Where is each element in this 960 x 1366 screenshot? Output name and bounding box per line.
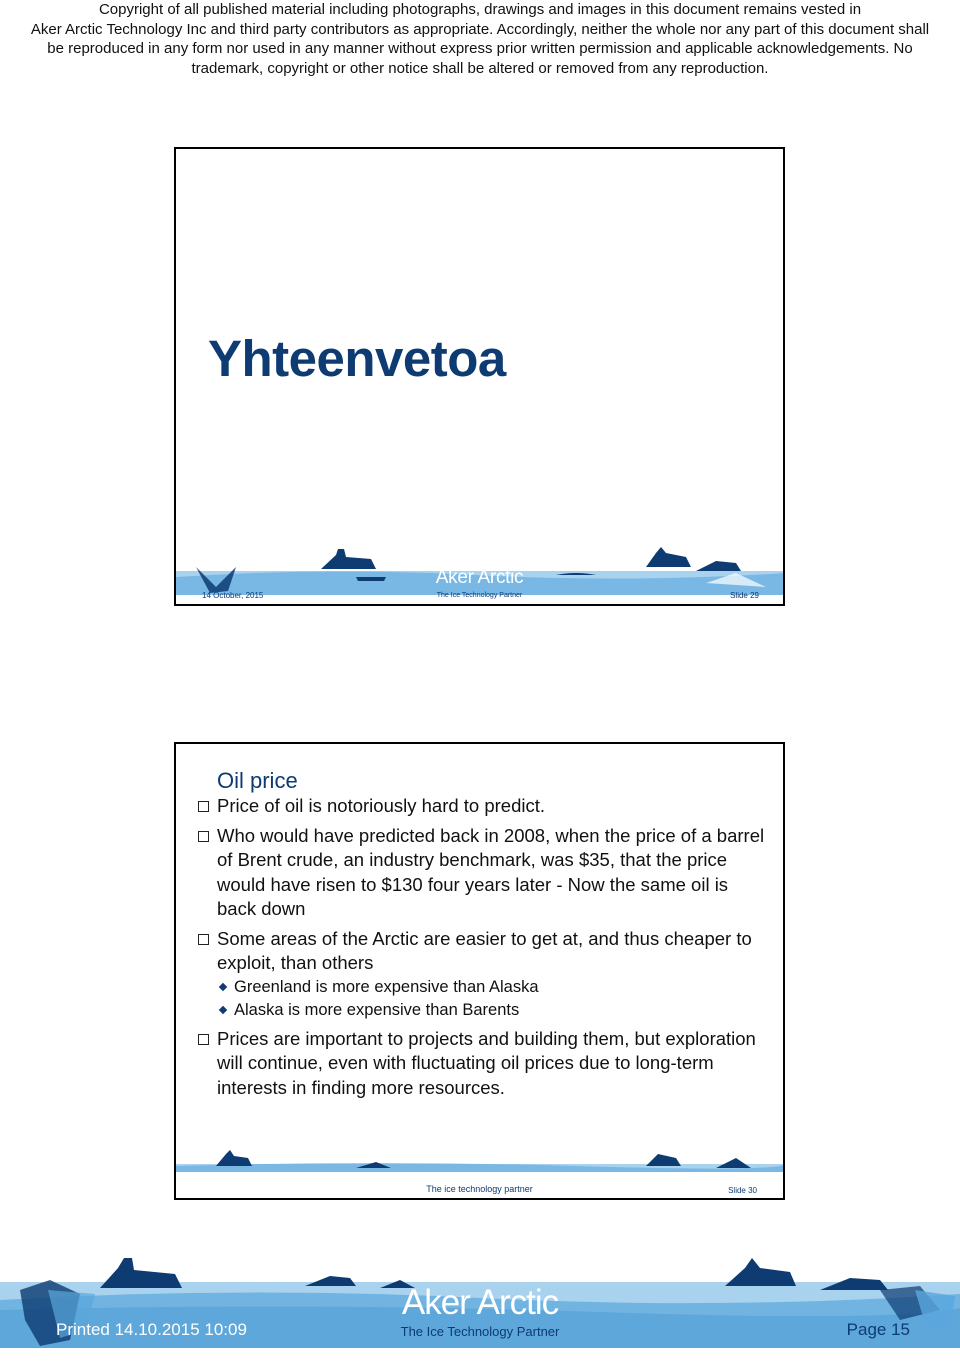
slide-number: Slide 30: [728, 1186, 757, 1195]
page-footer: [0, 1250, 960, 1361]
bullet-item: Prices are important to projects and building them, but exploration will continue, even with fluctuating oil prices due to long-term interests in finding more resources.: [198, 1027, 768, 1101]
slide-30: [174, 742, 785, 1200]
brand-logo-text: Aker Arctic: [435, 567, 524, 588]
bullet-list: [198, 794, 768, 1105]
printed-timestamp: Printed 14.10.2015 10:09: [56, 1320, 247, 1339]
square-bullet-icon: [198, 934, 209, 945]
bullet-item: Some areas of the Arctic are easier to get at, and thus cheaper to exploit, than others Greenland is more expensive than Alaska Alaska is more expensive than Barents: [198, 927, 768, 1022]
slide-footer-band: [176, 1150, 783, 1200]
slide-date: 14 October, 2015: [202, 591, 264, 600]
square-bullet-icon: [198, 831, 209, 842]
copyright-notice: [0, 0, 960, 78]
copyright-line: Copyright of all published material including photographs, drawings and images in this document remains vested in: [98, 1, 862, 18]
slide-heading: Oil price: [217, 768, 298, 793]
brand-logo-text: Aker Arctic: [401, 1283, 559, 1322]
slide-title: Yhteenvetoa: [208, 330, 506, 387]
copyright-line: Aker Arctic Technology Inc and third party contributors as appropriate. Accordingly, neither the whole nor any part of this document shall: [30, 20, 930, 38]
slide-tagline: The Ice Technology Partner: [436, 592, 523, 599]
copyright-line: trademark, copyright or other notice shall be altered or removed from any reproduction.: [191, 59, 769, 77]
square-bullet-icon: [198, 1034, 209, 1045]
copyright-line: be reproduced in any form nor used in any manner without express prior written permission and applicable acknowledgements. No: [47, 40, 913, 57]
sub-bullet-list: [217, 976, 768, 1022]
bullet-item: Price of oil is notoriously hard to predict.: [198, 794, 768, 819]
diamond-bullet-icon: [219, 982, 227, 990]
slide-tagline: The ice technology partner: [426, 1184, 533, 1194]
brand-tagline: The Ice Technology Partner: [400, 1324, 560, 1339]
sub-bullet-item: Alaska is more expensive than Barents: [217, 999, 768, 1022]
square-bullet-icon: [198, 801, 209, 812]
bullet-item: Who would have predicted back in 2008, when the price of a barrel of Brent crude, an industry benchmark, was $35, that the price would have risen to $130 four years later - Now the same oil is back down: [198, 824, 768, 922]
diamond-bullet-icon: [219, 1005, 227, 1013]
slide-29: [174, 147, 785, 606]
sub-bullet-item: Greenland is more expensive than Alaska: [217, 976, 768, 999]
page-number: Page 15: [846, 1320, 910, 1339]
slide-footer-band: [176, 547, 783, 606]
slide-number: Slide 29: [730, 591, 759, 600]
